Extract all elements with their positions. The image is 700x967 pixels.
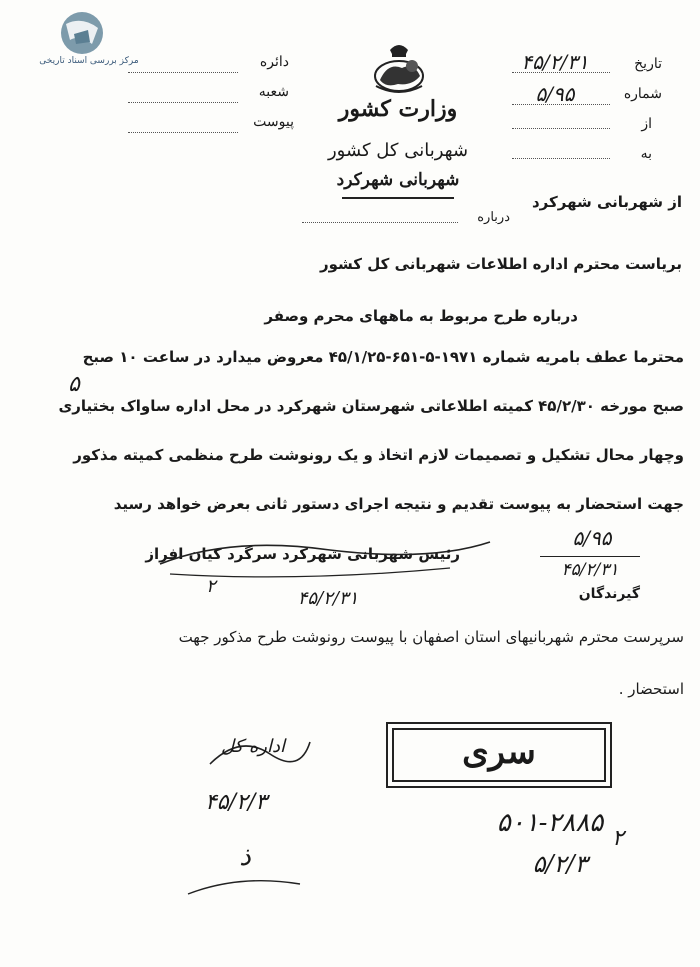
note-left-1: اداره کل bbox=[220, 736, 286, 757]
department-label: دائره bbox=[259, 54, 289, 70]
from-field bbox=[512, 128, 610, 129]
body-line-1: محترما عطف بامریه شماره ۱۹۷۱-۵-۶۵۱-۴۵/۱/۲۵ معروض میدارد در ساعت ۱۰ صبح bbox=[82, 348, 684, 366]
lion-and-sun-emblem-icon bbox=[368, 40, 430, 96]
secret-stamp-text: سری bbox=[462, 732, 536, 772]
note-bottom: ۵/۲/۳ bbox=[532, 850, 588, 878]
date-label: تاریخ bbox=[634, 56, 662, 72]
local-police-title: شهربانی شهرکرد bbox=[336, 170, 460, 190]
body-line-3: وچهار محال تشکیل و تصمیمات لازم اتخاذ و یک رونوشت طرح منظمی کمیته مذکور bbox=[73, 446, 684, 464]
attachment-label: پیوست bbox=[253, 114, 294, 130]
police-title: شهربانی کل کشور bbox=[327, 140, 469, 161]
branch-label: شعبه bbox=[258, 84, 289, 100]
watermark-text: مرکز بررسی اسناد تاریخی bbox=[39, 56, 139, 66]
body-line-4: جهت استحضار به پیوست تقدیم و نتیجه اجرای دستور ثانی بعرض خواهد رسید bbox=[113, 495, 684, 513]
date-field bbox=[512, 72, 610, 73]
to-field bbox=[512, 158, 610, 159]
sender-line: از شهربانی شهرکرد bbox=[531, 193, 682, 211]
signature-line: رئیس شهربانی شهرکرد سرگرد کیان افراز bbox=[145, 545, 460, 563]
receivers-label: گیرندگان bbox=[578, 586, 640, 602]
margin-mark: ۵ bbox=[68, 372, 80, 397]
receivers-number: ۵/۹۵ bbox=[572, 526, 612, 550]
ministry-title: وزارت کشور bbox=[338, 96, 458, 122]
local-title-underline bbox=[342, 197, 454, 199]
receivers-date: ۴۵/۲/۳۱ bbox=[561, 560, 619, 580]
department-field bbox=[128, 58, 238, 73]
date-value: ۴۵/۲/۳۱ bbox=[521, 50, 589, 74]
attachment-field bbox=[128, 118, 238, 133]
note-left-2: ۴۵/۲/۳ bbox=[204, 790, 268, 815]
secret-stamp bbox=[386, 722, 612, 788]
to-label: به bbox=[640, 146, 652, 162]
branch-field bbox=[128, 88, 238, 103]
archive-logo-icon bbox=[52, 10, 112, 56]
subject-line: درباره طرح مربوط به ماههای محرم وصفر bbox=[264, 307, 578, 325]
cc-line-2: استحضار . bbox=[618, 680, 684, 698]
signature-scrawl bbox=[145, 534, 500, 584]
number-label: شماره bbox=[623, 86, 662, 102]
receivers-handwritten-num: ۲ bbox=[206, 576, 216, 597]
receivers-handwritten-date: ۴۵/۲/۳۱ bbox=[297, 588, 359, 609]
number-value: ۵/۹۵ bbox=[535, 82, 575, 106]
cc-line-1: سرپرست محترم شهربانیهای استان اصفهان با پیوست رونوشت طرح مذکور جهت bbox=[178, 628, 684, 646]
number-field bbox=[512, 104, 610, 105]
note-right: ۲ bbox=[612, 826, 624, 851]
about-label: درباره bbox=[477, 210, 510, 225]
note-left-3: ذ bbox=[239, 842, 251, 872]
receivers-divider bbox=[540, 556, 640, 557]
recipient-line: بریاست محترم اداره اطلاعات شهربانی کل کشور bbox=[319, 255, 682, 273]
from-label: از bbox=[641, 116, 652, 132]
body-line-2: صبح مورخه ۴۵/۲/۳۰ کمیته اطلاعاتی شهرستان شهرکرد در محل اداره ساواک بختیاری bbox=[58, 397, 684, 415]
about-field bbox=[302, 222, 458, 223]
archive-number: ۵۰۱-۲۸۸۵ bbox=[496, 808, 604, 838]
